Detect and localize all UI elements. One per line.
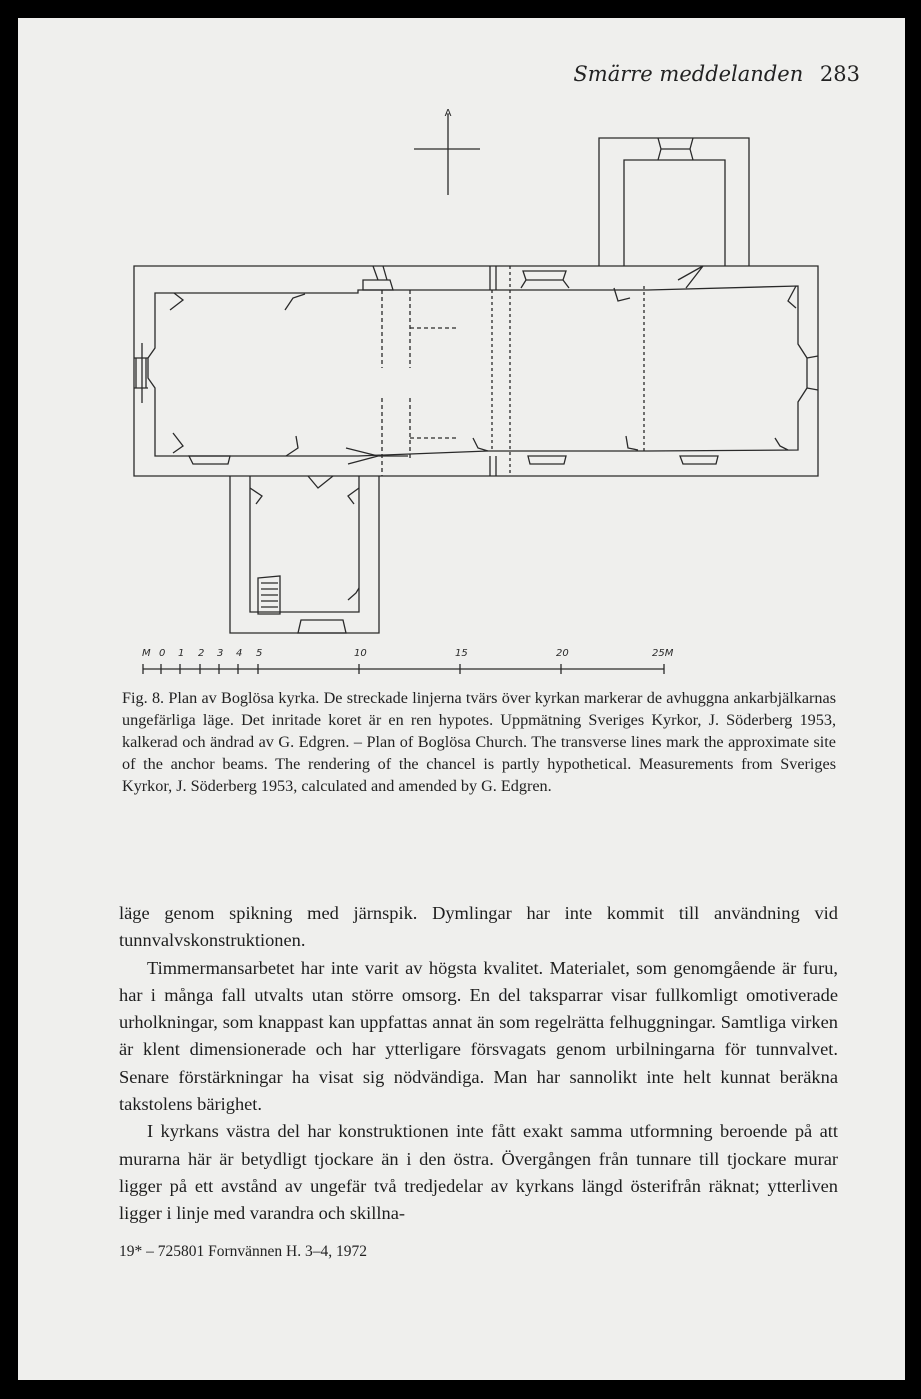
- church-floor-plan: [18, 18, 905, 698]
- scale-label: 20: [556, 648, 569, 659]
- paragraph: läge genom spikning med järnspik. Dymlingar har inte kommit till användning vid tunnvalvskonstruktionen.: [119, 903, 838, 951]
- nave-inner-wall: [148, 286, 807, 456]
- scale-label: 25M: [652, 648, 674, 659]
- east-window: [807, 356, 818, 390]
- page-number: 283: [819, 62, 860, 86]
- paragraph: I kyrkans västra del har konstruktionen inte fått exakt samma utformning beroende på att murarna här är betydligt tjockare än i den östra. Övergången från tunnare till tjockare murar ligger på ett avstånd av ungefär två tredjedelar av kyrkans längd österifrån räknat; ytterliven ligger i linje med varandra och skillna-: [119, 1121, 838, 1224]
- paragraph: Timmermansarbetet har inte varit av högsta kvalitet. Materialet, som genomgående är furu, har i många fall utvalts utan större omsorg. En del taksparrar visar fullkomligt omotiverade urholkningar, som knappast kan uppfattas annat än som regelrätta felhuggningar. Samtliga virken är klent dimensionerade och har ytterligare försvagats genom urbilningarna för tunnvalvet. Senare förstärkningar ha visat sig nödvändiga. Man har sannolikt inte helt kunnat beräkna takstolens bärighet.: [119, 957, 838, 1115]
- scale-label: M: [142, 648, 151, 659]
- west-door: [134, 343, 148, 403]
- scale-label: 4: [236, 648, 243, 659]
- south-porch: [230, 476, 379, 633]
- south-windows: [173, 433, 788, 464]
- figure-caption: Fig. 8. Plan av Boglösa kyrka. De streckade linjerna tvärs över kyrkan markerar de avhuggna ankarbjälkarnas ungefärliga läge. Det inritade koret är en ren hypotes. Uppmätning Sveriges Kyrkor, J. Söderberg 1953, kalkerad och ändrad av G. Edgren. – Plan of Boglösa Church. The transverse lines mark the approximate site of the anchor beams. The rendering of the chancel is partly hypothetical. Measurements from Sveriges Kyrkor, J. Söderberg 1953, calculated and amended by G. Edgren.: [122, 689, 836, 795]
- scale-bar: [142, 648, 674, 674]
- page: [18, 18, 905, 1380]
- body-text: [119, 900, 838, 1228]
- scale-label: 5: [256, 648, 263, 659]
- scale-label: 3: [217, 648, 224, 659]
- scale-label: 15: [455, 648, 468, 659]
- page-footer: 19* – 725801 Fornvännen H. 3–4, 1972: [119, 1243, 367, 1260]
- running-title: Smärre meddelanden: [573, 62, 804, 86]
- north-label: A: [444, 108, 452, 119]
- scale-label: 10: [354, 648, 367, 659]
- scale-label: 2: [198, 648, 205, 659]
- wall-thickness-change: [382, 266, 496, 476]
- scale-label: 1: [178, 648, 185, 659]
- scale-label: 0: [159, 648, 166, 659]
- north-arrow: [414, 108, 480, 195]
- chancel-outline: [599, 138, 749, 266]
- anchor-beam-lines: [492, 266, 644, 476]
